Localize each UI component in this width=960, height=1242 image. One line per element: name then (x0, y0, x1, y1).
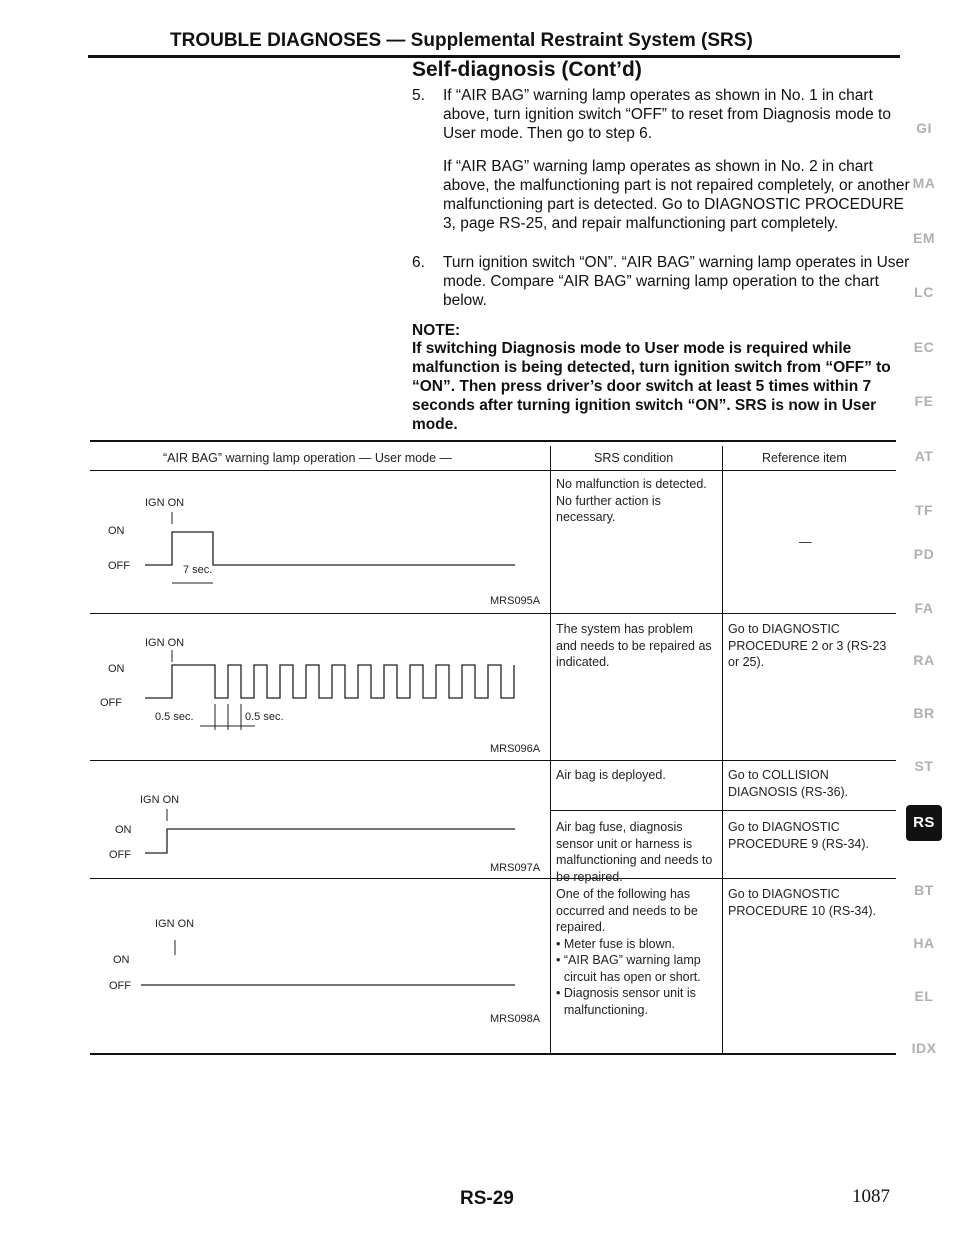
tab-idx[interactable]: IDX (911, 1040, 937, 1056)
step-number: 5. (412, 87, 425, 104)
figure-code: MRS097A (490, 862, 541, 874)
step-5-paragraph-1: If “AIR BAG” warning lamp operates as shown in No. 1 in chart above, turn ignition switch “OFF” to reset from Diagnosis mode to User mode. Then go to step 6. (443, 87, 891, 142)
row-divider (90, 878, 896, 879)
seven-sec-label: 7 sec. (183, 564, 213, 576)
step-6-paragraph-1: Turn ignition switch “ON”. “AIR BAG” warning lamp operates in User mode. Compare “AIR BAG” warning lamp operation to the chart below. (443, 254, 910, 309)
step-number: 6. (412, 254, 425, 271)
tab-rs-active[interactable]: RS (906, 805, 942, 841)
on-label: ON (115, 824, 132, 836)
srs-condition: Air bag fuse, diagnosis sensor unit or harness is malfunctioning and needs to be repaired. (556, 820, 713, 884)
ign-on-label: IGN ON (140, 794, 180, 806)
tab-ra[interactable]: RA (913, 652, 935, 668)
tab-bt[interactable]: BT (914, 882, 934, 898)
row-divider (90, 760, 896, 761)
tab-fe[interactable]: FE (914, 393, 934, 409)
ign-on-label: IGN ON (145, 497, 185, 509)
bullet-dot: • (556, 936, 564, 951)
lamp-signal-line (145, 532, 515, 565)
header-reference: Reference item (762, 451, 847, 465)
tab-ec[interactable]: EC (913, 339, 935, 355)
reference-item: Go to DIAGNOSTIC PROCEDURE 10 (RS-34). (728, 887, 876, 918)
step-5 (412, 86, 912, 146)
tab-st[interactable]: ST (914, 758, 934, 774)
on-label: ON (108, 525, 125, 537)
tab-br[interactable]: BR (913, 705, 935, 721)
srs-condition (556, 886, 716, 1018)
bullet-item (556, 936, 716, 953)
step-5-paragraph-2: If “AIR BAG” warning lamp operates as shown in No. 2 in chart above, the malfunctioning part is not repaired completely, or another malfunctioning part is detected. Go to DIAGNOSTIC PROCEDURE 3, page RS-25, and repair malfunctioning part completely. (443, 158, 910, 232)
page-number: 1087 (852, 1186, 890, 1207)
off-label: OFF (109, 849, 131, 861)
reference-item: Go to DIAGNOSTIC PROCEDURE 2 or 3 (RS-23 or 25). (728, 622, 887, 669)
column-divider (722, 446, 723, 1054)
note-text: If switching Diagnosis mode to User mode is required while malfunction is being detected, turn ignition switch from “OFF” to “ON”. Then press driver’s door switch at least 5 times within 7 seconds after turning ignition switch “ON”. SRS is now in User mode. (412, 340, 891, 433)
page-header-title: TROUBLE DIAGNOSES — Supplemental Restraint System (SRS) (170, 30, 753, 51)
tab-gi[interactable]: GI (916, 120, 932, 136)
srs-condition: No malfunction is detected. No further action is necessary. (556, 477, 707, 524)
row-divider (90, 613, 896, 614)
reference-item: Go to COLLISION DIAGNOSIS (RS-36). (728, 768, 849, 799)
bullet-text: Diagnosis sensor unit is malfunctioning. (563, 986, 696, 1017)
bullet-item (556, 985, 716, 1018)
header-operation: “AIR BAG” warning lamp operation — User mode — (163, 451, 452, 465)
lamp-diagram-normal (95, 475, 545, 613)
section-title: Self-diagnosis (Cont’d) (412, 58, 642, 81)
bullet-text: Meter fuse is blown. (563, 936, 676, 951)
bullet-text: “AIR BAG” warning lamp circuit has open or short. (563, 953, 701, 984)
off-label: OFF (100, 697, 122, 709)
figure-code: MRS096A (490, 743, 541, 755)
bullet-dot: • (556, 986, 564, 1000)
figure-code: MRS095A (490, 595, 541, 607)
lamp-diagram-constant-off (95, 885, 545, 1005)
ign-on-label: IGN ON (145, 637, 185, 649)
note-label: NOTE: (412, 322, 461, 339)
on-label: ON (108, 663, 125, 675)
header-condition: SRS condition (594, 451, 674, 465)
tab-at[interactable]: AT (914, 448, 934, 464)
figure-code: MRS098A (490, 1013, 541, 1025)
ign-on-label: IGN ON (155, 918, 195, 930)
table-top-rule (90, 440, 896, 442)
page-code: RS-29 (460, 1188, 514, 1209)
tab-pd[interactable]: PD (913, 546, 935, 562)
tab-ma[interactable]: MA (912, 175, 936, 191)
on-label: ON (113, 954, 130, 966)
table-bottom-rule (90, 1053, 896, 1055)
bullet-dot: • (556, 953, 564, 967)
srs-condition: Air bag is deployed. (556, 768, 666, 782)
tab-ha[interactable]: HA (913, 935, 935, 951)
tab-fa[interactable]: FA (914, 600, 934, 616)
lamp-diagram-constant-on (95, 765, 545, 875)
column-divider (550, 446, 551, 1054)
lamp-diagram-flashing (95, 620, 545, 740)
off-label: OFF (109, 980, 131, 992)
lamp-signal-line (145, 829, 515, 853)
reference-item: Go to DIAGNOSTIC PROCEDURE 9 (RS-34). (728, 820, 869, 851)
tab-lc[interactable]: LC (914, 284, 934, 300)
row-divider (550, 810, 896, 811)
reference-item: — (799, 535, 812, 549)
off-label: OFF (108, 560, 130, 572)
lamp-signal-line (145, 665, 514, 698)
half-sec-label: 0.5 sec. (245, 711, 284, 723)
bullet-item (556, 952, 716, 985)
table-header-rule (90, 470, 896, 471)
step-6 (412, 253, 912, 313)
step-5-continued (412, 157, 912, 237)
half-sec-label: 0.5 sec. (155, 711, 194, 723)
condition-intro: One of the following has occurred and needs to be repaired. (556, 887, 698, 934)
srs-condition: The system has problem and needs to be repaired as indicated. (556, 622, 712, 669)
tab-el[interactable]: EL (914, 988, 934, 1004)
tab-tf[interactable]: TF (914, 502, 934, 518)
tab-em[interactable]: EM (913, 230, 935, 246)
